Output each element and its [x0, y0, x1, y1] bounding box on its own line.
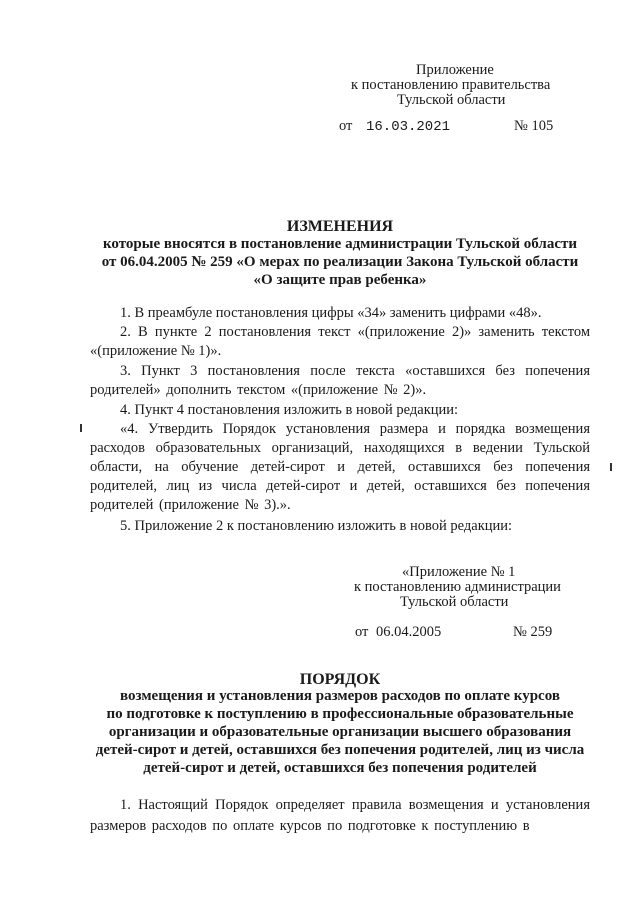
change-item-5: 5. Приложение 2 к постановлению изложить в новой редакции: [120, 518, 513, 534]
order-subtitle-1: возмещения и установления размеров расходов по оплате курсов [120, 688, 560, 704]
changes-subtitle-1: которые вносятся в постановление администрации Тульской области [102, 236, 577, 252]
change-item-3: 3. Пункт 3 постановления после текста «оставшихся без попечения родителей» дополнить текстом «(приложение № 2)». [90, 363, 590, 398]
change-item-4-quote: «4. Утвердить Порядок установления размера и порядка возмещения расходов образовательных организаций, находящихся в ведении Тульской области, на обучение детей-сирот и детей, оставшихся без попечения родителей, лиц из числа детей-сирот и детей, оставшихся без попечения родителей (приложение № 3).». [90, 421, 590, 513]
change-item-2: 2. В пункте 2 постановления текст «(приложение 2)» заменить текстом «(приложение № 1)». [90, 324, 590, 359]
header-date-prefix: от [339, 118, 353, 134]
annex-date: 06.04.2005 [376, 624, 442, 640]
change-item-1: 1. В преамбуле постановления цифры «34» заменить цифрами «48». [120, 305, 542, 321]
header-appendix-label: Приложение [416, 62, 494, 78]
order-subtitle-3: организации и образовательные организации высшего образования [108, 724, 572, 740]
order-item-1: 1. Настоящий Порядок определяет правила возмещения и установления размеров расходов по оплате курсов по подготовке к поступлению в [90, 797, 590, 834]
margin-mark [610, 463, 612, 471]
change-item-4: 4. Пункт 4 постановления изложить в новой редакции: [120, 402, 459, 418]
header-appendix-to: к постановлению правительства [351, 77, 551, 93]
annex-date-prefix: от [355, 624, 369, 640]
header-date: 16.03.2021 [366, 119, 451, 135]
order-subtitle-2: по подготовке к поступлению в профессиональные образовательные [106, 706, 574, 722]
header-number: № 105 [514, 118, 554, 134]
annex-to: к постановлению администрации [354, 579, 561, 595]
annex-region: Тульской области [400, 594, 509, 610]
header-region: Тульской области [397, 92, 506, 108]
order-title: ПОРЯДОК [299, 671, 381, 688]
changes-subtitle-2: от 06.04.2005 № 259 «О мерах по реализации Закона Тульской области [101, 254, 579, 270]
annex-number: № 259 [513, 624, 553, 640]
annex-label: «Приложение № 1 [402, 564, 516, 580]
changes-title: ИЗМЕНЕНИЯ [286, 218, 394, 235]
order-subtitle-4: детей-сирот и детей, оставшихся без попечения родителей, лиц из числа [95, 742, 585, 758]
changes-subtitle-3: «О защите прав ребенка» [253, 272, 427, 288]
order-subtitle-5: детей-сирот и детей, оставшихся без попечения родителей [143, 760, 537, 776]
margin-mark [80, 424, 82, 432]
